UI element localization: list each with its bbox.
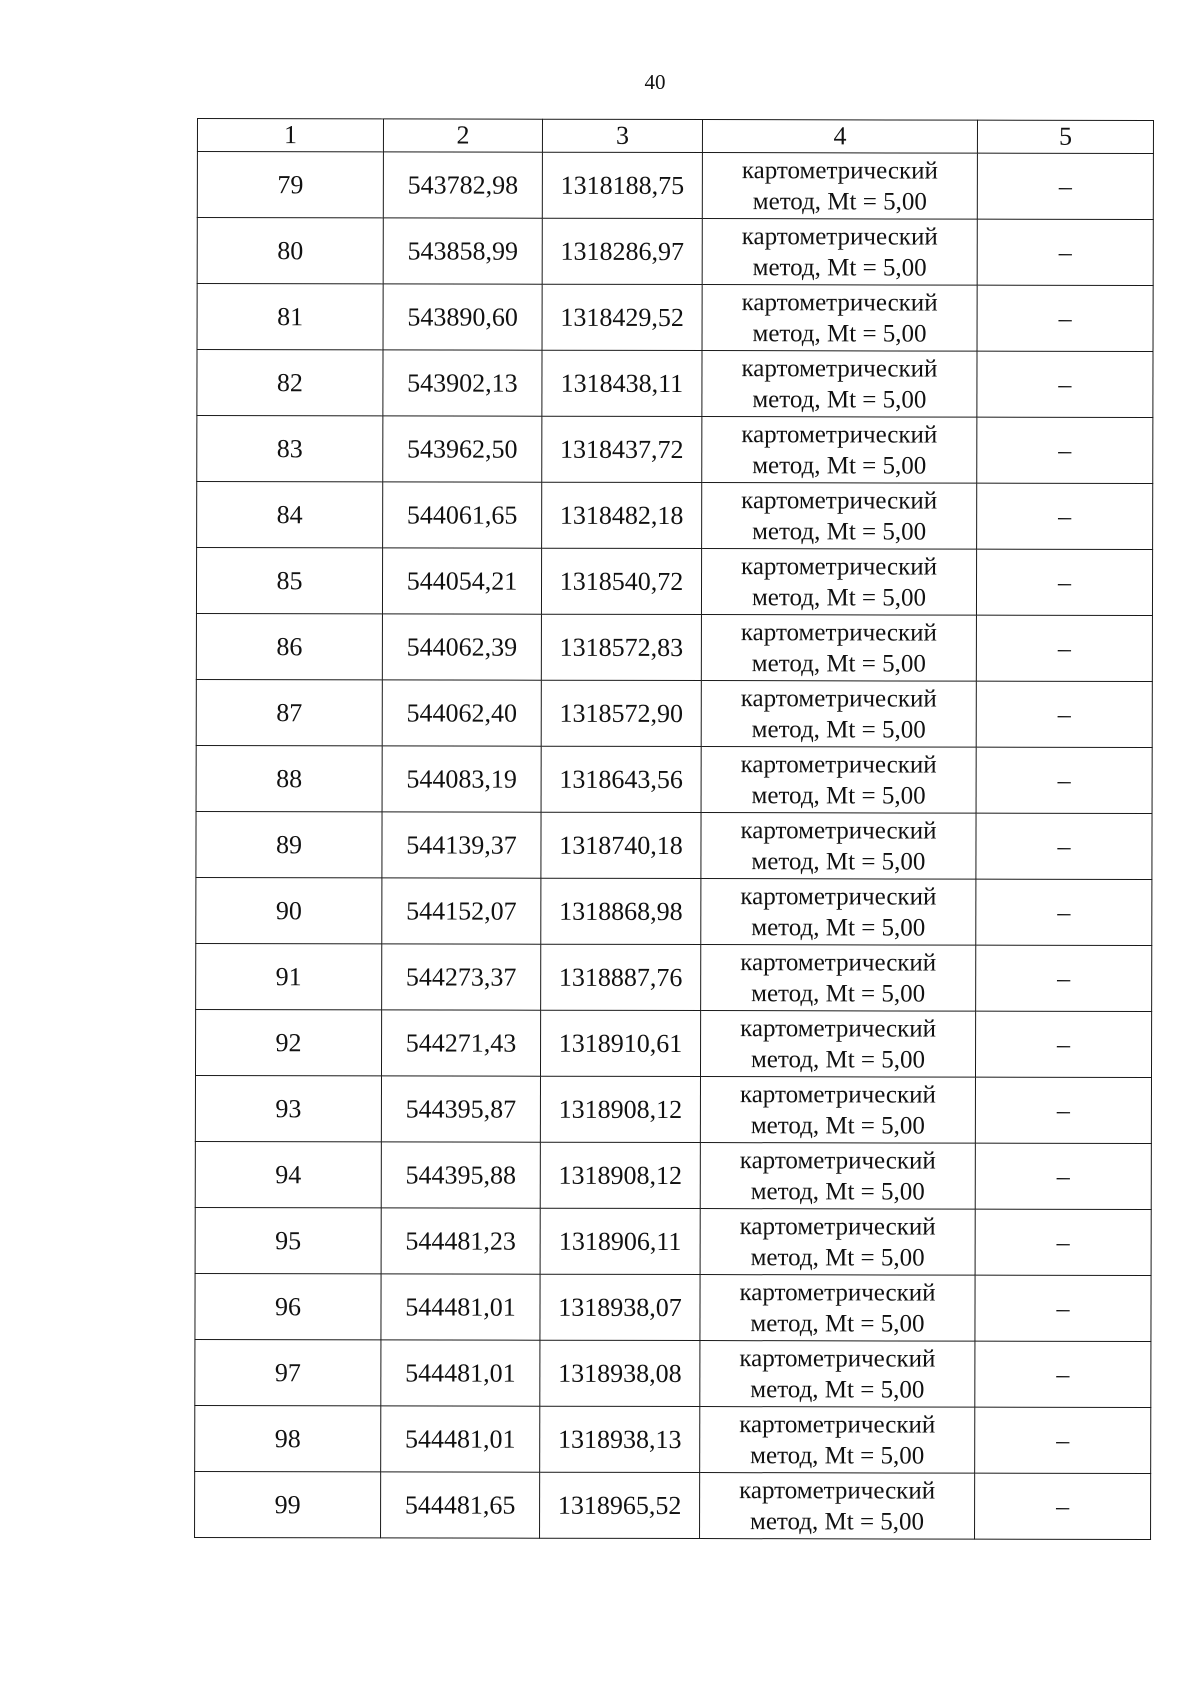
- header-col-4: 4: [702, 120, 977, 154]
- y-coordinate-cell: 1318572,83: [541, 614, 701, 680]
- note-cell: –: [975, 1341, 1151, 1407]
- table-row: [197, 284, 1153, 352]
- x-coordinate-cell: 543902,13: [383, 350, 542, 416]
- note-cell: –: [975, 1209, 1151, 1275]
- method-line-1: картометрический: [740, 816, 937, 845]
- y-coordinate-cell: 1318643,56: [541, 746, 701, 812]
- note-cell: –: [977, 285, 1153, 351]
- note-cell: –: [976, 681, 1152, 747]
- point-cell: 90: [196, 877, 382, 943]
- table-row: [195, 1273, 1151, 1341]
- method-cell: [701, 747, 976, 814]
- point-cell: 87: [196, 679, 382, 745]
- method-line-2: метод, Mt = 5,00: [752, 187, 927, 216]
- point-cell: 80: [197, 218, 383, 284]
- table-row: [196, 679, 1152, 747]
- method-line-2: метод, Mt = 5,00: [750, 1507, 925, 1536]
- note-cell: –: [977, 153, 1153, 219]
- y-coordinate-cell: 1318286,97: [542, 218, 702, 284]
- method-cell: [701, 681, 976, 748]
- method-line-1: картометрический: [739, 1476, 936, 1505]
- table-row: [196, 877, 1152, 945]
- point-cell: 93: [195, 1075, 381, 1141]
- method-cell: [702, 219, 977, 286]
- method-line-1: картометрический: [739, 1278, 936, 1307]
- note-cell: –: [975, 1473, 1151, 1539]
- point-cell: 83: [197, 416, 383, 482]
- x-coordinate-cell: 544273,37: [382, 944, 541, 1010]
- y-coordinate-cell: 1318938,13: [540, 1406, 700, 1472]
- method-cell: [702, 417, 977, 484]
- header-col-5: 5: [977, 120, 1153, 153]
- method-cell: [702, 483, 977, 550]
- method-line-1: картометрический: [739, 1080, 936, 1109]
- table-row: [195, 1405, 1151, 1473]
- table-row: [197, 152, 1153, 220]
- note-cell: –: [977, 417, 1153, 483]
- table-row: [195, 1141, 1151, 1209]
- note-cell: –: [977, 351, 1153, 417]
- y-coordinate-cell: 1318908,12: [540, 1142, 700, 1208]
- y-coordinate-cell: 1318868,98: [541, 878, 701, 944]
- method-line-2: метод, Mt = 5,00: [751, 979, 926, 1008]
- method-line-2: метод, Mt = 5,00: [750, 1177, 925, 1206]
- method-cell: [700, 1473, 975, 1540]
- method-line-2: метод, Mt = 5,00: [752, 253, 927, 282]
- x-coordinate-cell: 544062,40: [382, 680, 541, 746]
- note-cell: –: [976, 813, 1152, 879]
- method-line-2: метод, Mt = 5,00: [751, 583, 927, 612]
- method-line-1: картометрический: [739, 1146, 936, 1175]
- y-coordinate-cell: 1318482,18: [542, 482, 702, 548]
- header-row: [197, 119, 1153, 154]
- table-header: [197, 119, 1153, 154]
- table-row: [196, 943, 1152, 1011]
- point-cell: 97: [195, 1339, 381, 1405]
- point-cell: 88: [196, 745, 382, 811]
- method-cell: [700, 1011, 975, 1078]
- method-line-2: метод, Mt = 5,00: [751, 715, 926, 744]
- method-cell: [701, 549, 976, 616]
- x-coordinate-cell: 544481,65: [381, 1472, 540, 1538]
- point-cell: 99: [195, 1471, 381, 1537]
- method-line-2: метод, Mt = 5,00: [751, 847, 926, 876]
- note-cell: –: [975, 1407, 1151, 1473]
- table-row: [197, 350, 1153, 418]
- table-row: [196, 548, 1152, 616]
- y-coordinate-cell: 1318938,08: [540, 1340, 700, 1406]
- point-cell: 85: [196, 548, 382, 614]
- point-cell: 86: [196, 613, 382, 679]
- table-row: [197, 218, 1153, 286]
- method-line-1: картометрический: [741, 222, 938, 251]
- y-coordinate-cell: 1318572,90: [541, 680, 701, 746]
- method-cell: [700, 1143, 975, 1210]
- y-coordinate-cell: 1318910,61: [540, 1010, 700, 1076]
- x-coordinate-cell: 543858,99: [383, 218, 542, 284]
- method-line-1: картометрический: [740, 1014, 937, 1043]
- method-line-2: метод, Mt = 5,00: [750, 1243, 925, 1272]
- method-line-2: метод, Mt = 5,00: [751, 649, 926, 678]
- table-row: [196, 613, 1152, 681]
- table-row: [195, 1207, 1151, 1275]
- method-line-2: метод, Mt = 5,00: [752, 319, 927, 348]
- note-cell: –: [975, 1077, 1151, 1143]
- method-line-1: картометрический: [740, 618, 937, 647]
- method-line-1: картометрический: [739, 1344, 936, 1373]
- y-coordinate-cell: 1318188,75: [542, 152, 702, 218]
- method-line-1: картометрический: [739, 1212, 936, 1241]
- x-coordinate-cell: 544139,37: [382, 812, 541, 878]
- note-cell: –: [976, 945, 1152, 1011]
- method-line-2: метод, Mt = 5,00: [751, 913, 926, 942]
- header-col-3: 3: [542, 119, 702, 152]
- table-row: [195, 1471, 1151, 1539]
- point-cell: 92: [195, 1009, 381, 1075]
- y-coordinate-cell: 1318906,11: [540, 1208, 700, 1274]
- point-cell: 82: [197, 350, 383, 416]
- y-coordinate-cell: 1318438,11: [542, 350, 702, 416]
- method-cell: [702, 351, 977, 418]
- method-line-1: картометрический: [739, 1410, 936, 1439]
- method-line-1: картометрический: [741, 420, 938, 449]
- point-cell: 96: [195, 1273, 381, 1339]
- note-cell: –: [976, 747, 1152, 813]
- x-coordinate-cell: 544481,01: [381, 1406, 540, 1472]
- method-line-1: картометрический: [740, 750, 937, 779]
- x-coordinate-cell: 544062,39: [382, 614, 541, 680]
- method-cell: [700, 1341, 975, 1408]
- y-coordinate-cell: 1318437,72: [542, 416, 702, 482]
- table-row: [196, 745, 1152, 813]
- point-cell: 79: [197, 152, 383, 218]
- table-row: [197, 416, 1153, 484]
- x-coordinate-cell: 543962,50: [383, 416, 542, 482]
- method-cell: [700, 1209, 975, 1276]
- header-col-2: 2: [383, 119, 542, 152]
- x-coordinate-cell: 544481,23: [381, 1208, 540, 1274]
- point-cell: 81: [197, 284, 383, 350]
- x-coordinate-cell: 544054,21: [382, 548, 541, 614]
- note-cell: –: [975, 1143, 1151, 1209]
- y-coordinate-cell: 1318965,52: [540, 1472, 700, 1538]
- method-cell: [700, 1077, 975, 1144]
- table-row: [195, 1009, 1151, 1077]
- method-line-2: метод, Mt = 5,00: [750, 1045, 926, 1074]
- method-cell: [700, 1407, 975, 1474]
- method-line-2: метод, Mt = 5,00: [752, 385, 927, 414]
- method-line-1: картометрический: [740, 948, 937, 977]
- method-line-2: метод, Mt = 5,00: [750, 1111, 925, 1140]
- page-number: 40: [644, 70, 666, 94]
- note-cell: –: [976, 615, 1152, 681]
- method-cell: [701, 945, 976, 1012]
- method-line-1: картометрический: [741, 354, 938, 383]
- method-cell: [702, 285, 977, 352]
- table-row: [195, 1075, 1151, 1143]
- y-coordinate-cell: 1318429,52: [542, 284, 702, 350]
- method-cell: [702, 153, 977, 220]
- y-coordinate-cell: 1318887,76: [541, 944, 701, 1010]
- x-coordinate-cell: 544083,19: [382, 746, 541, 812]
- note-cell: –: [977, 219, 1153, 285]
- method-line-2: метод, Mt = 5,00: [751, 781, 926, 810]
- table-row: [196, 811, 1152, 879]
- y-coordinate-cell: 1318540,72: [541, 548, 701, 614]
- note-cell: –: [975, 1011, 1151, 1077]
- x-coordinate-cell: 543782,98: [383, 152, 542, 218]
- method-cell: [700, 1275, 975, 1342]
- point-cell: 94: [195, 1141, 381, 1207]
- note-cell: –: [975, 1275, 1151, 1341]
- point-cell: 89: [196, 811, 382, 877]
- method-cell: [701, 615, 976, 682]
- x-coordinate-cell: 544395,88: [381, 1142, 540, 1208]
- table-row: [197, 482, 1153, 550]
- method-line-2: метод, Mt = 5,00: [752, 517, 927, 546]
- method-line-2: метод, Mt = 5,00: [750, 1375, 925, 1404]
- method-line-2: метод, Mt = 5,00: [750, 1309, 925, 1338]
- point-cell: 98: [195, 1405, 381, 1471]
- point-cell: 84: [197, 482, 383, 548]
- method-line-1: картометрический: [740, 684, 937, 713]
- method-line-2: метод, Mt = 5,00: [752, 451, 927, 480]
- method-line-1: картометрический: [740, 882, 937, 911]
- x-coordinate-cell: 543890,60: [383, 284, 542, 350]
- point-cell: 91: [196, 943, 382, 1009]
- x-coordinate-cell: 544481,01: [381, 1340, 540, 1406]
- x-coordinate-cell: 544395,87: [381, 1076, 540, 1142]
- note-cell: –: [977, 483, 1153, 549]
- coordinates-table: [194, 118, 1154, 1540]
- method-line-2: метод, Mt = 5,00: [750, 1441, 925, 1470]
- y-coordinate-cell: 1318908,12: [540, 1076, 700, 1142]
- method-cell: [701, 879, 976, 946]
- header-col-1: 1: [197, 119, 383, 152]
- method-line-1: картометрический: [741, 552, 938, 581]
- x-coordinate-cell: 544061,65: [383, 482, 542, 548]
- table-body: [195, 152, 1154, 1540]
- table-row: [195, 1339, 1151, 1407]
- x-coordinate-cell: 544152,07: [382, 878, 541, 944]
- point-cell: 95: [195, 1207, 381, 1273]
- method-line-1: картометрический: [741, 486, 938, 515]
- method-line-1: картометрический: [741, 156, 938, 185]
- y-coordinate-cell: 1318740,18: [541, 812, 701, 878]
- method-cell: [701, 813, 976, 880]
- method-line-1: картометрический: [741, 288, 938, 317]
- note-cell: –: [976, 549, 1152, 615]
- y-coordinate-cell: 1318938,07: [540, 1274, 700, 1340]
- x-coordinate-cell: 544271,43: [381, 1010, 540, 1076]
- x-coordinate-cell: 544481,01: [381, 1274, 540, 1340]
- note-cell: –: [976, 879, 1152, 945]
